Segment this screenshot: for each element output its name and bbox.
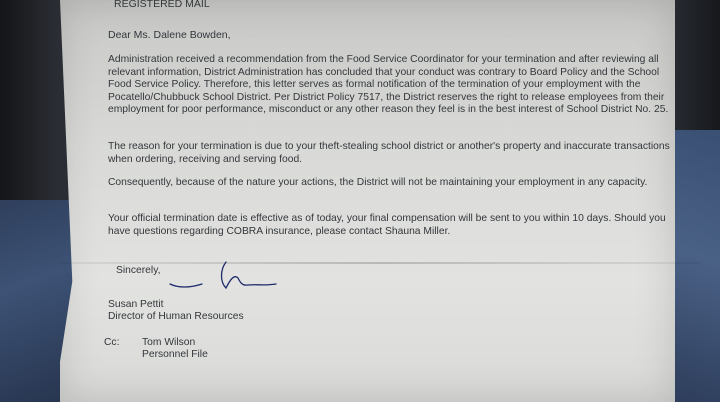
cc-recipient: Tom Wilson	[142, 337, 196, 348]
handwritten-signature	[168, 258, 288, 298]
registered-mail-header: REGISTERED MAIL	[114, 0, 210, 10]
signer-title: Director of Human Resources	[108, 311, 244, 322]
paper-fold-crease	[60, 262, 700, 264]
cc-label: Cc:	[104, 337, 120, 348]
signer-name: Susan Pettit	[108, 299, 164, 310]
paragraph-consequence: Consequently, because of the nature your actions, the District will not be maintaining your employment in any capacity.	[108, 177, 648, 188]
paragraph-recommendation: Administration received a recommendation from the Food Service Coordinator for your termination and after reviewing all relevant information, District Administration has concluded that your conduct was contrary to Board Policy and the School Food Service Policy. Therefore, this letter serves as formal notification of the termination of your employment with the Pocatello/Chubbuck School District. Per District Policy 7517, the District reserves the right to release employees from their employment for poor performance, misconduct or any other reason they feel is in the best interest of School District No. 25.	[108, 54, 669, 116]
paragraph-reason: The reason for your termination is due to your theft-stealing school district or another's property and inaccurate transactions when ordering, receiving and serving food.	[108, 141, 670, 165]
closing: Sincerely,	[116, 265, 161, 276]
salutation: Dear Ms. Dalene Bowden,	[108, 29, 231, 41]
paragraph-termination-date: Your official termination date is effective as of today, your final compensation will be sent to you within 10 days. Should you have questions regarding COBRA insurance, please contact Shauna Miller.	[108, 213, 666, 237]
cc-recipient: Personnel File	[142, 349, 208, 360]
